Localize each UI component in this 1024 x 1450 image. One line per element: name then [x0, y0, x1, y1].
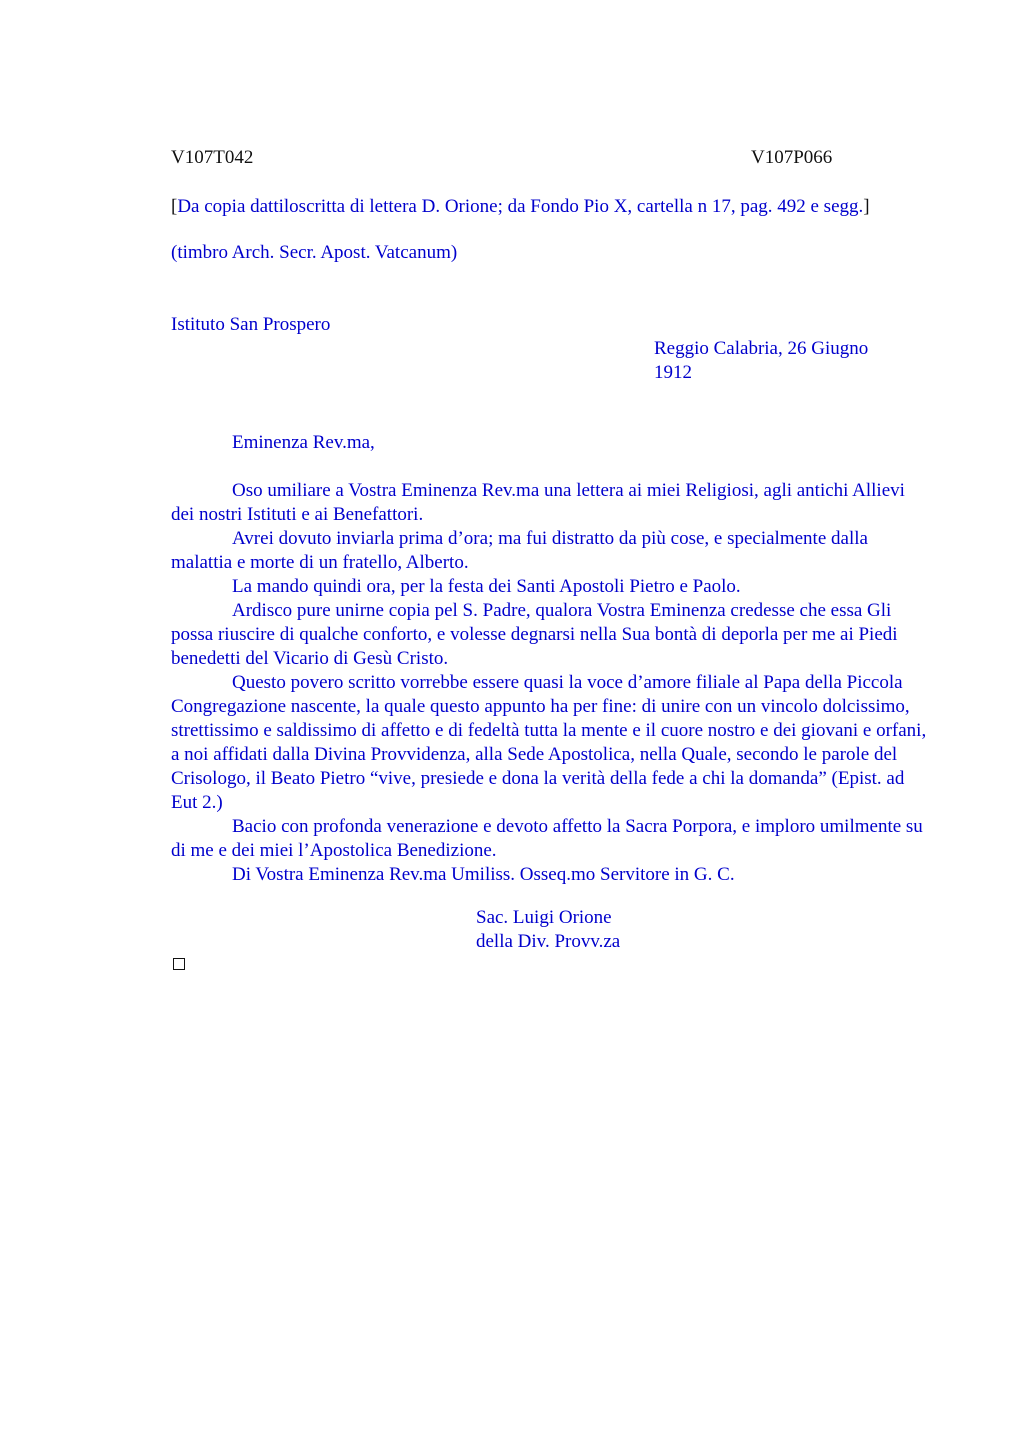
source-note-close-bracket: ] — [863, 196, 870, 217]
letter-paragraph: Oso umiliare a Vostra Eminenza Rev.ma una lettera ai miei Religiosi, agli antichi Allievi dei nostri Istituti e ai Benefattori. — [171, 480, 905, 525]
institute-name: Istituto San Prospero — [171, 314, 331, 335]
signature-title: della Div. Provv.za — [476, 931, 621, 952]
place-date: Reggio Calabria, 26 Giugno 1912 — [654, 338, 869, 383]
letter-paragraph: Bacio con profonda venerazione e devoto affetto la Sacra Porpora, e imploro umilmente su di me e dei miei l’Apostolica Benedizione. — [171, 816, 923, 861]
document-code-left: V107T042 — [171, 147, 254, 168]
source-note-text: Da copia dattiloscritta di lettera D. Orione; da Fondo Pio X, cartella n 17, pag. 492 e segg. — [177, 196, 864, 217]
signature-name: Sac. Luigi Orione — [476, 907, 612, 928]
source-note — [171, 195, 891, 219]
letter-paragraph: Di Vostra Eminenza Rev.ma Umiliss. Osseq.mo Servitore in G. C. — [232, 864, 735, 885]
letter-paragraph: Questo povero scritto vorrebbe essere quasi la voce d’amore filiale al Papa della Piccola Congregazione nascente, la quale questo appunto ha per fine: di unire con un vincolo dolcissimo, strettissimo e saldissimo di affetto e di fedeltà tutta la mente e il cuore nostro e dei giovani e orfani, a noi affidati dalla Divina Provvidenza, alla Sede Apostolica, nella Quale, secondo le parole del Crisologo, il Beato Pietro “vive, presiede e dona la verità della fede a chi la domanda” (Epist. ad Eut 2.) — [171, 672, 927, 813]
end-marker-box-icon — [173, 958, 185, 970]
signature-block — [476, 906, 620, 954]
document-code-right: V107P066 — [751, 147, 833, 168]
letter-body — [171, 479, 931, 887]
letter-paragraph: Ardisco pure unirne copia pel S. Padre, qualora Vostra Eminenza credesse che essa Gli possa riuscire di qualche conforto, e volesse degnarsi nella Sua bontà di deporla per me ai Piedi benedetti del Vicario di Gesù Cristo. — [171, 600, 898, 669]
letter-paragraph: Avrei dovuto inviarla prima d’ora; ma fui distratto da più cose, e specialmente dalla malattia e morte di un fratello, Alberto. — [171, 528, 868, 573]
source-note-open-bracket: [ — [171, 196, 178, 217]
letter-paragraph: La mando quindi ora, per la festa dei Santi Apostoli Pietro e Paolo. — [232, 576, 741, 597]
salutation: Eminenza Rev.ma, — [232, 432, 375, 453]
stamp-note: (timbro Arch. Secr. Apost. Vatcanum) — [171, 242, 458, 263]
